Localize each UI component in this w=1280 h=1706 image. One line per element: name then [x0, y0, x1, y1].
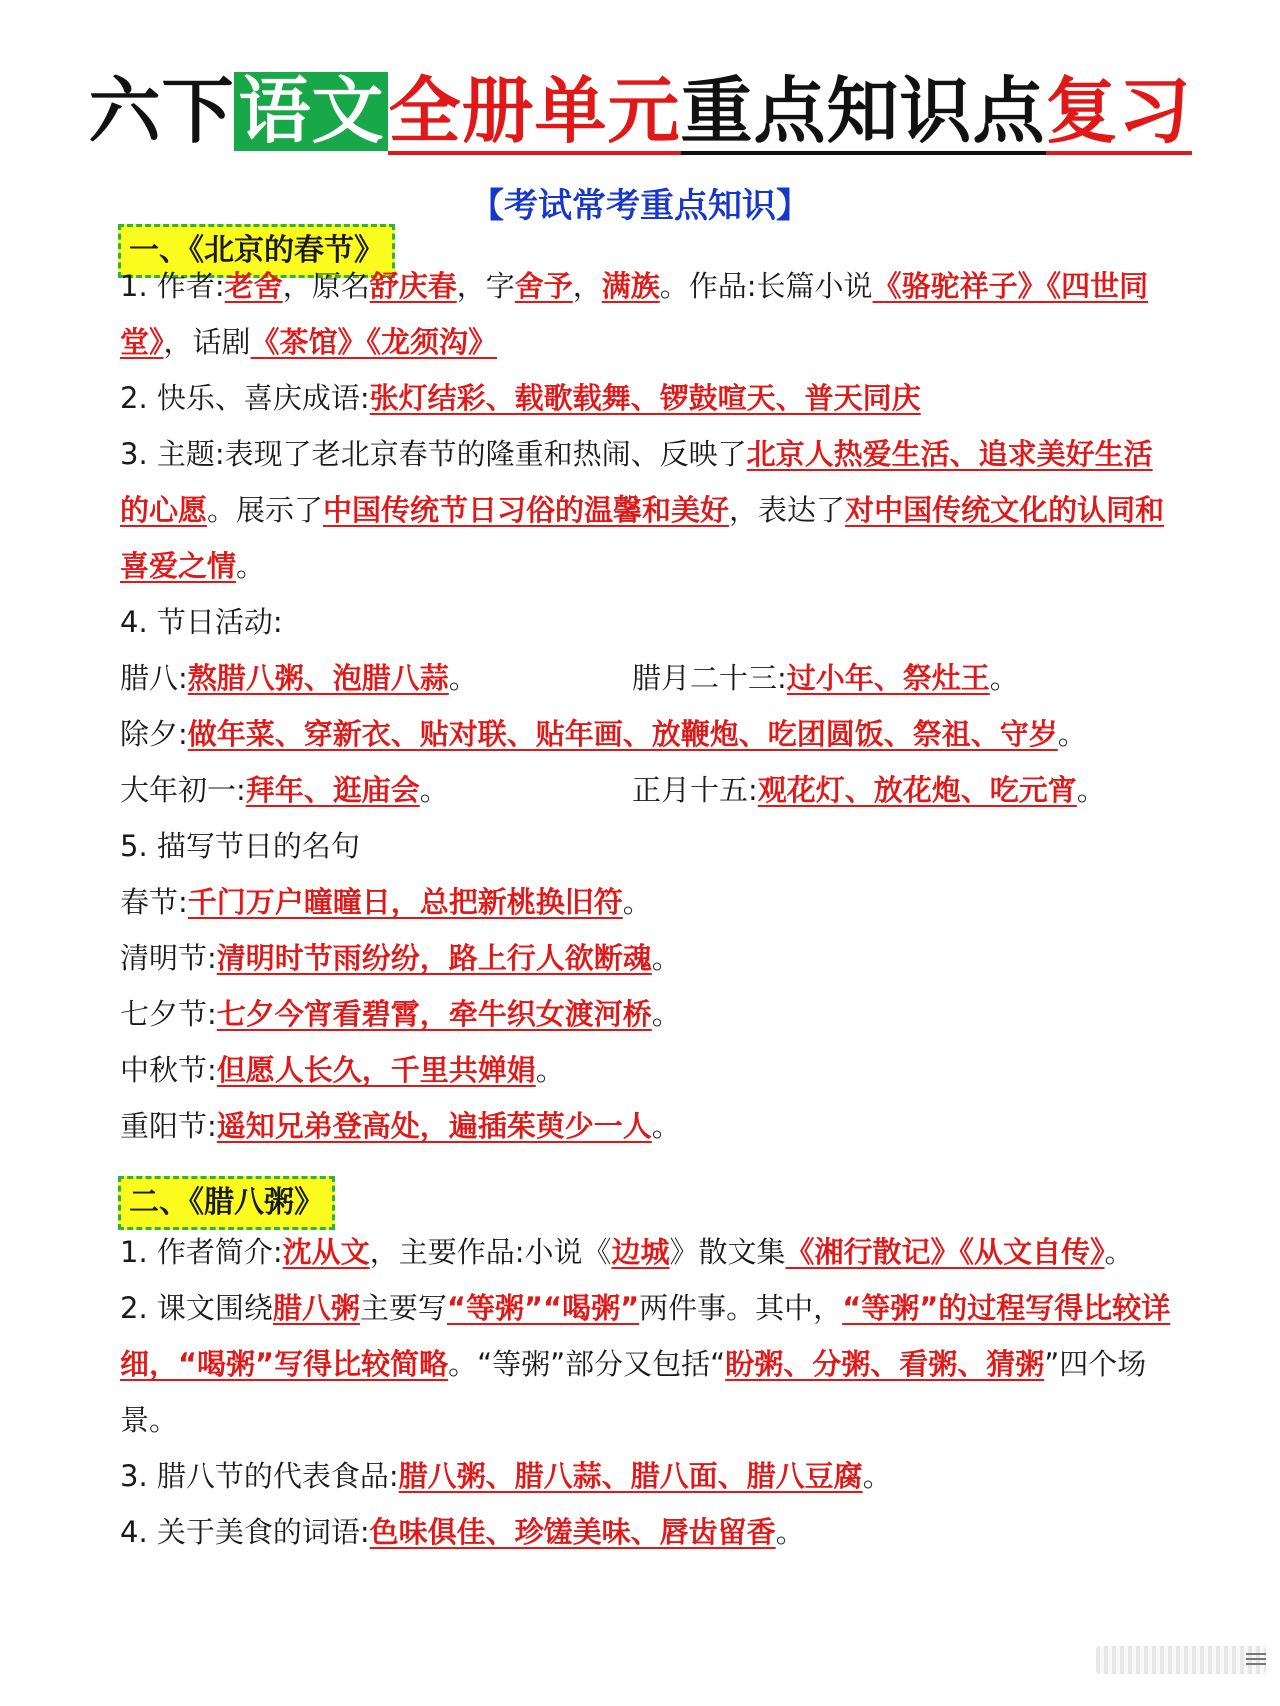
highlight: 腊八粥、腊八蒜、腊八面、腊八豆腐 [398, 1459, 863, 1493]
text: 4. 关于美食的词语: [120, 1515, 370, 1549]
text: 。作品:长篇小说 [659, 269, 873, 303]
text: 2. 课文围绕 [120, 1291, 273, 1325]
paragraph-author [120, 258, 1176, 370]
highlight: 舒庆春 [369, 269, 457, 303]
highlight: 沈从文 [282, 1235, 370, 1269]
paragraph-structure [120, 1280, 1176, 1448]
paragraph-theme [120, 426, 1176, 594]
scroll-indicator[interactable] [1096, 1646, 1266, 1674]
text: 正月十五: [632, 773, 758, 807]
text: ，原名 [282, 269, 370, 303]
highlight: 但愿人长久，千里共婵娟 [216, 1053, 536, 1087]
highlight: 盼粥、分粥、看粥、猜粥 [725, 1347, 1045, 1381]
highlight: 熬腊八粥、泡腊八蒜 [187, 661, 449, 695]
activity-row-1 [120, 650, 1176, 706]
title-part-grade: 六下 [88, 69, 235, 153]
text: 2. 快乐、喜庆成语: [120, 381, 370, 415]
highlight: 张灯结彩、载歌载舞、锣鼓喧天、普天同庆 [369, 381, 921, 415]
text: 。 [651, 997, 681, 1031]
paragraph-foods [120, 1448, 1176, 1504]
text: ，话剧 [163, 325, 251, 359]
text: 。 [775, 1515, 805, 1549]
section-heading-laba-porridge: 二、《腊八粥》 [118, 1176, 335, 1230]
text: 。 [1057, 717, 1087, 751]
menu-lines-icon[interactable] [1246, 1650, 1266, 1670]
highlight: “等粥”的过程写得比较详细，“喝粥”写得比较简略 [120, 1291, 1171, 1381]
text: 腊月二十三: [632, 661, 787, 695]
text: 1. 作者简介: [120, 1235, 283, 1269]
highlight: “等粥”“喝粥” [446, 1291, 640, 1325]
activity-xiaonian [632, 650, 1019, 706]
section-body-laba-porridge [120, 1224, 1176, 1560]
text: 3. 腊八节的代表食品: [120, 1459, 399, 1493]
highlight: 中国传统节日习俗的温馨和美好 [323, 493, 730, 527]
highlight: 做年菜、穿新衣、贴对联、贴年画、放鞭炮、吃团圆饭、祭祖、守岁 [187, 717, 1058, 751]
highlight: 舍予 [514, 269, 573, 303]
highlight: 《茶馆》《龙须沟》 [250, 325, 498, 359]
text: ，表达了 [729, 493, 846, 527]
section-body-beijing-spring-festival [120, 258, 1176, 1154]
text: 。 [989, 661, 1019, 695]
paragraph-food-words [120, 1504, 1176, 1560]
text: 中秋节: [120, 1053, 217, 1087]
poem-line [120, 986, 1176, 1042]
text: 。 [651, 941, 681, 975]
text: 1. 作者: [120, 269, 225, 303]
poem-line [120, 1098, 1176, 1154]
text: 重阳节: [120, 1109, 217, 1143]
title-part-review: 复习 [1046, 72, 1192, 155]
paragraph-idioms [120, 370, 1176, 426]
text: ， [572, 269, 602, 303]
text: 。 [1076, 773, 1106, 807]
activity-row-3 [120, 762, 1176, 818]
activity-laba [120, 650, 632, 706]
text: 七夕节: [120, 997, 217, 1031]
text: 春节: [120, 885, 188, 919]
title-part-unit: 单元 [535, 72, 681, 155]
activity-chuxi [120, 706, 1176, 762]
title-part-subject: 语文 [234, 72, 388, 151]
highlight: 腊八粥 [272, 1291, 360, 1325]
poem-line [120, 874, 1176, 930]
text: ”四个场景。 [120, 1347, 1147, 1437]
highlight: 边城 [611, 1235, 670, 1269]
text: 大年初一: [120, 773, 246, 807]
highlight: 北京人热爱生活、追求美好生活的心愿 [120, 437, 1153, 527]
highlight: 《骆驼祥子》《四世同堂》 [120, 269, 1149, 359]
text: ，主要作品:小说《 [369, 1235, 612, 1269]
text: 主要写 [359, 1291, 447, 1325]
text: 。 [419, 773, 449, 807]
section-heading-beijing-spring-festival: 一、《北京的春节》 [118, 224, 395, 278]
text: 。 [448, 661, 478, 695]
poem-line [120, 930, 1176, 986]
text: 。 [236, 549, 266, 583]
highlight: 对中国传统文化的认同和喜爱之情 [120, 493, 1165, 583]
activity-yuanxiao [632, 762, 1106, 818]
text: 。 [1104, 1235, 1134, 1269]
text: 。 [535, 1053, 565, 1087]
text: 。“等粥”部分又包括“ [448, 1347, 726, 1381]
title-part-full-volume: 全册 [388, 72, 534, 155]
paragraph-activities-heading: 4. 节日活动: [120, 605, 283, 639]
page-subtitle: 【考试常考重点知识】 [470, 186, 810, 226]
text: 。 [622, 885, 652, 919]
highlight: 《湘行散记》《从文自传》 [785, 1235, 1105, 1269]
text: 。展示了 [207, 493, 324, 527]
text: 。 [651, 1109, 681, 1143]
paragraph-poems-heading: 5. 描写节日的名句 [120, 829, 360, 863]
page-title [0, 69, 1280, 155]
highlight: 满族 [601, 269, 660, 303]
text: 腊八: [120, 661, 188, 695]
highlight: 拜年、逛庙会 [245, 773, 420, 807]
text: 》散文集 [669, 1235, 786, 1269]
highlight: 过小年、祭灶王 [786, 661, 990, 695]
text: 两件事。其中， [639, 1291, 843, 1325]
text: ，字 [456, 269, 515, 303]
activity-chuyi [120, 762, 632, 818]
highlight: 色味俱佳、珍馐美味、唇齿留香 [369, 1515, 776, 1549]
highlight: 清明时节雨纷纷，路上行人欲断魂 [216, 941, 652, 975]
text: 除夕: [120, 717, 188, 751]
highlight: 千门万户曈曈日，总把新桃换旧符 [187, 885, 623, 919]
highlight: 观花灯、放花炮、吃元宵 [757, 773, 1077, 807]
paragraph-author [120, 1224, 1176, 1280]
text: 3. 主题:表现了老北京春节的隆重和热闹、反映了 [120, 437, 747, 471]
title-part-key-points: 重点知识点 [681, 72, 1046, 155]
highlight: 老舍 [224, 269, 283, 303]
highlight: 遥知兄弟登高处，遍插茱萸少一人 [216, 1109, 652, 1143]
poem-line [120, 1042, 1176, 1098]
text: 清明节: [120, 941, 217, 975]
text: 。 [862, 1459, 892, 1493]
highlight: 七夕今宵看碧霄，牵牛织女渡河桥 [216, 997, 652, 1031]
